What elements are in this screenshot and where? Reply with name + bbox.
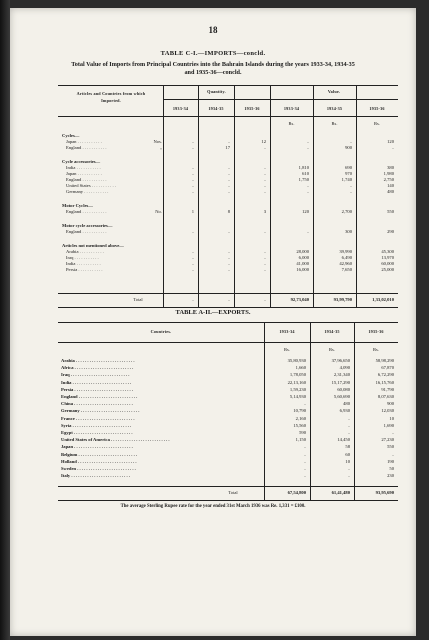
currency-unit: Rs. (328, 347, 335, 352)
value-cell: 120 (302, 209, 309, 214)
value-cell: 28,000 (296, 249, 309, 254)
quantity-cell: .. (263, 145, 266, 150)
quantity-cell: .. (191, 189, 194, 194)
quantity-cell: 8 (227, 209, 230, 214)
row-label: England . . . . . . . . . . . (66, 177, 107, 182)
export-value: .. (347, 473, 350, 479)
value-cell: 140 (387, 183, 394, 188)
country-label: Italy . . . . . . . . . . . . . . . . . . . . . . . . . . (61, 473, 130, 479)
country-label: Arabia . . . . . . . . . . . . . . . . . . . . . . . . . . (61, 358, 135, 363)
country-label: Africa . . . . . . . . . . . . . . . . . . . . . . . . . . (61, 365, 134, 371)
row-unit: No. (155, 209, 162, 214)
export-value: 590 (299, 430, 306, 435)
export-value: .. (303, 458, 306, 464)
total-value: 93,99,790 (333, 297, 352, 302)
column-divider (270, 85, 271, 307)
value-cell: 300 (345, 229, 352, 234)
quantity-cell: .. (191, 267, 194, 272)
export-value: 37,96,650 (331, 358, 350, 363)
export-value: .. (391, 430, 394, 435)
export-value: .. (391, 451, 394, 457)
quantity-cell: .. (191, 139, 194, 144)
export-value: .. (347, 415, 350, 421)
export-value: 4,090 (339, 365, 350, 371)
year-header: 1934-35 (326, 106, 343, 111)
total-quantity: .. (227, 297, 230, 302)
value-cell: 39,990 (339, 249, 352, 254)
export-value: 67,870 (381, 365, 394, 371)
value-cell: .. (349, 183, 352, 188)
export-value: 91,790 (381, 386, 394, 392)
export-value: 230 (387, 473, 394, 479)
quantity-cell: .. (227, 249, 230, 254)
export-value: 1,660 (295, 365, 306, 371)
export-value: 1,78,050 (289, 372, 306, 378)
header-divider (163, 99, 398, 100)
quantity-cell: .. (191, 145, 194, 150)
quantity-header: Quantity. (207, 89, 226, 94)
quantity-cell: .. (263, 255, 266, 260)
value-cell: 1,810 (298, 165, 309, 170)
currency-unit: Rs. (372, 347, 379, 352)
country-label: Japan . . . . . . . . . . . . . . . . . . . . . . . . . . (61, 444, 133, 450)
column-divider (356, 85, 357, 307)
export-value: 5,60,690 (333, 394, 350, 399)
quantity-cell: .. (263, 229, 266, 234)
export-value: .. (303, 401, 306, 407)
country-label: China . . . . . . . . . . . . . . . . . . . . . . . . . . (61, 401, 133, 407)
year-header: 1935-36 (368, 329, 384, 334)
total-top-border (58, 486, 398, 487)
quantity-cell: .. (227, 165, 230, 170)
value-cell: 6,490 (341, 255, 352, 260)
value-cell: .. (306, 229, 309, 234)
quantity-cell: .. (263, 177, 266, 182)
export-value: 10 (389, 415, 394, 421)
total-quantity: .. (191, 297, 194, 302)
country-label: United States of America . . . . . . . . . . . . . . . . . . . . . . . . . . (61, 437, 170, 443)
currency-unit: Rs. (373, 121, 380, 126)
quantity-cell: .. (227, 267, 230, 272)
export-value: 6,930 (339, 408, 350, 414)
country-label: Belgium . . . . . . . . . . . . . . . . . . . . . . . . . . (61, 451, 138, 457)
year-header: 1935-36 (244, 106, 260, 111)
row-label: England . . . . . . . . . . . (66, 229, 107, 234)
country-label: England . . . . . . . . . . . . . . . . . . . . . . . . . . (61, 394, 138, 399)
export-value: 10 (345, 458, 350, 464)
row-label: United States . . . . . . . . . . . (66, 183, 116, 188)
row-label: India . . . . . . . . . . . (66, 261, 101, 266)
country-label: Persia . . . . . . . . . . . . . . . . . . . . . . . . . . (61, 386, 133, 392)
quantity-cell: .. (191, 249, 194, 254)
total-label: Total (133, 297, 143, 302)
export-value: 12,030 (381, 408, 394, 414)
table-c1-subtitle-line2: and 1935-36—concld. (184, 69, 242, 76)
export-value: 27,230 (381, 437, 394, 443)
export-value: .. (303, 473, 306, 479)
column-divider (313, 85, 314, 307)
quantity-cell: 12 (261, 139, 266, 144)
quantity-cell: .. (227, 183, 230, 188)
quantity-cell: .. (227, 229, 230, 234)
exports-table (58, 322, 398, 500)
total-value: 67,54,800 (287, 490, 306, 495)
row-label: England . . . . . . . . . . . (66, 145, 107, 150)
value-cell: .. (306, 139, 309, 144)
quantity-cell: .. (263, 165, 266, 170)
group-heading: Motor cycle accessories— (62, 223, 113, 228)
currency-unit: Rs. (331, 121, 338, 126)
total-top-border (58, 293, 398, 294)
row-label: Arabia . . . . . . . . . . . (66, 249, 104, 254)
quantity-cell: .. (227, 255, 230, 260)
quantity-cell: .. (191, 183, 194, 188)
export-value: 480 (343, 401, 350, 407)
row-label: England . . . . . . . . . . . (66, 209, 107, 214)
quantity-cell: .. (191, 165, 194, 170)
value-cell: 970 (345, 171, 352, 176)
quantity-cell: .. (263, 171, 266, 176)
table-c1-subtitle-line1: Total Value of Imports from Principal Countries into the Bahrain Islands during the years 1933-34, 1934-35 (71, 61, 355, 68)
value-cell: 610 (302, 171, 309, 176)
quantity-cell: .. (191, 229, 194, 234)
value-cell: .. (306, 183, 309, 188)
value-cell: 16,000 (296, 267, 309, 272)
value-cell: 550 (387, 209, 394, 214)
export-value: 60 (345, 451, 350, 457)
quantity-cell: .. (227, 189, 230, 194)
year-header: 1935-36 (369, 106, 385, 111)
country-label: India . . . . . . . . . . . . . . . . . . . . . . . . . . (61, 379, 132, 385)
country-label: Germany . . . . . . . . . . . . . . . . . . . . . . . . . . (61, 408, 140, 414)
value-cell: .. (391, 145, 394, 150)
export-value: 5,14,930 (289, 394, 306, 399)
export-value: 8,07,630 (377, 394, 394, 399)
value-cell: 1,750 (298, 177, 309, 182)
value-cell: .. (349, 189, 352, 194)
quantity-cell: 1 (191, 209, 194, 214)
articles-header: Imported. (101, 98, 121, 103)
quantity-cell: .. (227, 261, 230, 266)
row-label: Iraq . . . . . . . . . . . (66, 255, 99, 260)
quantity-cell: .. (191, 177, 194, 182)
export-value: 58,98,290 (375, 358, 394, 363)
year-header: 1933-34 (283, 106, 300, 111)
imports-table (58, 85, 398, 307)
table-bottom-border (58, 307, 398, 308)
export-value: 900 (387, 401, 394, 407)
value-cell: 42,960 (339, 261, 352, 266)
value-cell: 13,970 (381, 255, 394, 260)
quantity-cell: .. (227, 171, 230, 176)
export-value: 2,31,340 (333, 372, 350, 378)
value-cell: 900 (345, 145, 352, 150)
country-label: Egypt . . . . . . . . . . . . . . . . . . . . . . . . . . (61, 430, 133, 435)
quantity-cell: .. (191, 261, 194, 266)
export-value: 550 (387, 444, 394, 450)
row-label: India . . . . . . . . . . . (66, 165, 101, 170)
value-cell: 120 (387, 139, 394, 144)
value-cell: 2,700 (341, 209, 352, 214)
value-header: Value. (327, 89, 341, 94)
export-value: .. (347, 430, 350, 435)
table-top-border (58, 85, 398, 86)
currency-unit: Rs. (288, 121, 295, 126)
book-binding-shadow (0, 0, 10, 640)
row-label: Japan . . . . . . . . . . . (66, 139, 102, 144)
year-header: 1934-35 (208, 106, 224, 111)
quantity-cell: .. (263, 183, 266, 188)
document-page (10, 8, 416, 636)
value-cell: 60,000 (381, 261, 394, 266)
quantity-cell: .. (191, 171, 194, 176)
year-header: 1933-34 (172, 106, 189, 111)
value-cell: .. (306, 145, 309, 150)
total-quantity: .. (263, 297, 266, 302)
export-value: 15,560 (293, 422, 306, 428)
year-header: 1934-35 (324, 329, 340, 334)
country-label: France . . . . . . . . . . . . . . . . . . . . . . . . . . (61, 415, 135, 421)
export-value: .. (303, 444, 306, 450)
group-heading: Articles not mentioned above— (62, 243, 124, 248)
export-value: 14,450 (337, 437, 350, 443)
row-unit: Nos. (153, 139, 162, 144)
header-bottom-border (58, 342, 398, 343)
total-value: 92,73,040 (290, 297, 309, 302)
table-c1-title: TABLE C-I.—IMPORTS—concld. (160, 50, 266, 57)
export-value: 6,72,290 (377, 372, 394, 378)
row-label: Japan . . . . . . . . . . . (66, 171, 102, 176)
export-value: 58 (345, 444, 350, 450)
export-value: 22,13,160 (287, 379, 306, 385)
quantity-cell: 17 (225, 145, 230, 150)
total-value: 93,95,690 (375, 490, 394, 495)
export-value: 15,17,290 (331, 379, 350, 385)
value-cell: 1,980 (383, 171, 394, 176)
total-value: 1,33,02,010 (372, 297, 394, 302)
export-value: 1,690 (383, 422, 394, 428)
export-value: .. (303, 451, 306, 457)
value-cell: 41,000 (296, 261, 309, 266)
export-value: 10,790 (293, 408, 306, 414)
table-a2-title: TABLE A-II.—EXPORTS. (175, 309, 251, 316)
export-value: 50 (389, 466, 394, 471)
quantity-cell: .. (227, 177, 230, 182)
value-cell: .. (306, 189, 309, 194)
total-value: 61,41,480 (331, 490, 350, 495)
articles-header: Articles and Countries from which (76, 91, 146, 96)
footnote: The average Sterling Rupee rate for the year ended 31st March 1936 was Re. 1,331 = £100. (120, 504, 306, 509)
export-value: 35,80,930 (287, 358, 306, 363)
export-value: 60,080 (337, 386, 350, 392)
export-value: .. (347, 422, 350, 428)
countries-header: Countries. (150, 329, 172, 334)
value-cell: 2,750 (383, 177, 394, 182)
quantity-cell: .. (227, 139, 230, 144)
page-number: 18 (208, 25, 218, 35)
value-cell: 690 (345, 165, 352, 170)
export-value: 1,150 (295, 437, 306, 443)
quantity-cell: .. (263, 189, 266, 194)
table-bottom-border (58, 500, 398, 501)
table-top-border (58, 322, 398, 323)
group-heading: Motor Cycles— (62, 203, 93, 208)
quantity-cell: .. (263, 267, 266, 272)
currency-unit: Rs. (283, 347, 290, 352)
value-cell: 25,000 (381, 267, 394, 272)
row-unit: „ (159, 145, 162, 150)
group-heading: Cycles— (62, 133, 80, 138)
country-label: Iraq . . . . . . . . . . . . . . . . . . . . . . . . . . (61, 372, 130, 378)
export-value: .. (303, 466, 306, 471)
value-cell: 290 (387, 229, 394, 234)
column-divider (198, 85, 199, 307)
header-bottom-border (58, 116, 398, 117)
year-header: 1933-34 (279, 329, 295, 334)
quantity-cell: .. (263, 261, 266, 266)
quantity-cell: .. (263, 249, 266, 254)
value-cell: 480 (387, 189, 394, 194)
value-cell: 6,000 (298, 255, 309, 260)
value-cell: 1,740 (341, 177, 352, 182)
quantity-cell: .. (191, 255, 194, 260)
column-divider (234, 85, 235, 307)
export-value: 190 (387, 458, 394, 464)
country-label: Sweden . . . . . . . . . . . . . . . . . . . . . . . . . . (61, 466, 136, 471)
export-value: 2,160 (295, 415, 306, 421)
column-divider (163, 85, 164, 307)
value-cell: 7,650 (341, 267, 352, 272)
value-cell: 45,300 (381, 249, 394, 254)
export-value: 1,59,230 (289, 386, 306, 392)
value-cell: 380 (387, 165, 394, 170)
quantity-cell: 3 (263, 209, 266, 214)
country-label: Holland . . . . . . . . . . . . . . . . . . . . . . . . . . (61, 458, 137, 464)
export-value: 16,15,760 (375, 379, 394, 385)
country-label: Syria . . . . . . . . . . . . . . . . . . . . . . . . . . (61, 422, 132, 428)
group-heading: Cycle accessories— (62, 159, 101, 164)
row-label: Persia . . . . . . . . . . . (66, 267, 103, 272)
total-label: Total (228, 490, 238, 495)
row-label: Germany . . . . . . . . . . . (66, 189, 109, 194)
export-value: .. (347, 466, 350, 471)
value-cell: .. (349, 139, 352, 144)
